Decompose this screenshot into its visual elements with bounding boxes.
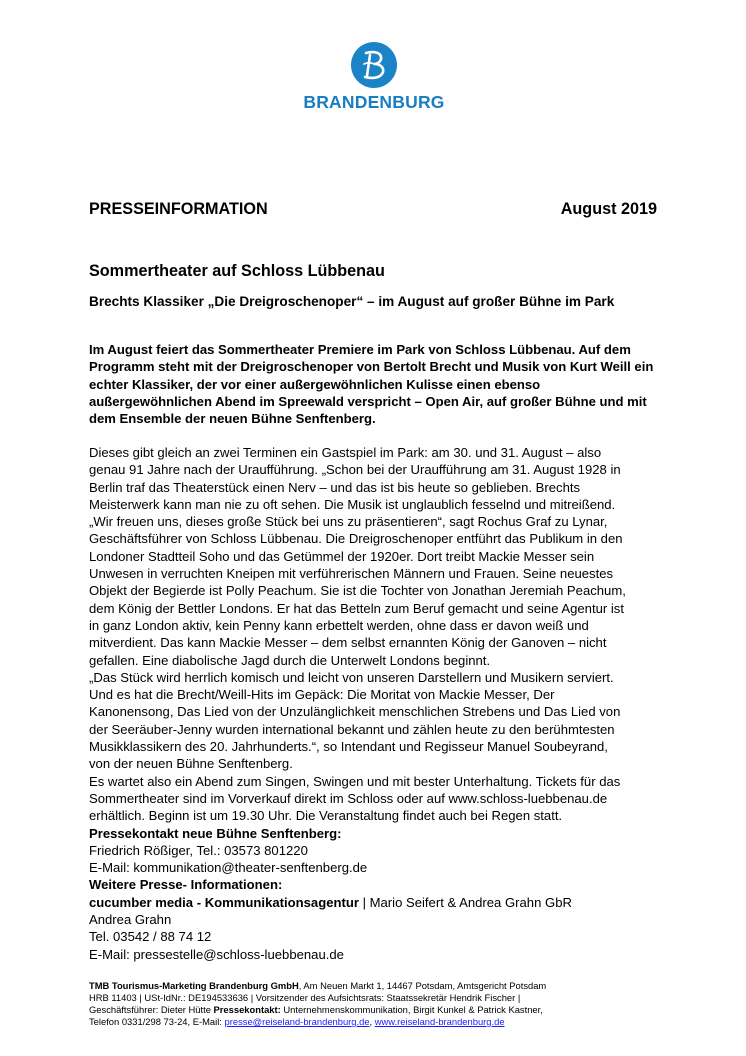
body-line: mitverdient. Das kann Mackie Messer – dem selbst ernannten König der Ganoven – nicht: [89, 635, 607, 651]
body-line: Meisterwerk kann man nie zu oft sehen. Die Musik ist unglaublich fesselnd und mitreißend.: [89, 496, 616, 512]
press-date: August 2019: [560, 200, 657, 218]
page-title: Sommertheater auf Schloss Lübbenau: [89, 262, 385, 280]
contact-heading-text: Pressekontakt neue Bühne Senftenberg:: [89, 825, 342, 841]
agency-line: [89, 894, 669, 911]
body-line: Kanonensong, Das Lied von der Unzulänglichkeit menschlichen Strebens und Das Lied von: [89, 704, 621, 720]
footer-email-link[interactable]: presse@reiseland-brandenburg.de: [224, 1016, 370, 1027]
footer: [89, 980, 679, 1028]
press-info-label: PRESSEINFORMATION: [89, 200, 268, 218]
body-line: Berlin traf das Theaterstück einen Nerv – und das ist bis heute so geblieben. Brechts: [89, 479, 581, 495]
footer-company: TMB Tourismus-Marketing Brandenburg GmbH: [89, 980, 299, 991]
logo-wordmark: BRANDENBURG: [303, 92, 445, 112]
lead-line: mit dem Ensemble der neuen Bühne Senftenberg.: [89, 393, 647, 427]
lead-line: Weill ein echter Klassiker, der vor einer außergewöhnlichen Kulisse einen ebenso: [89, 359, 654, 392]
lead-line: Im August feiert das Sommertheater Premiere im Park von Schloss Lübbenau. Auf: [89, 342, 601, 357]
footer-phone: Telefon 0331/298 73-24, E-Mail:: [89, 1016, 225, 1027]
body-line: dem König der Bettler Londons. Er hat das Betteln zum Beruf gemacht und seine Agentur ist: [89, 600, 624, 616]
body-line: Geschäftsführer von Schloss Lübbenau. Die Dreigroschenoper entführt das Publikum in den: [89, 531, 623, 547]
contact-email: E-Mail: pressestelle@schloss-luebbenau.de: [89, 946, 344, 962]
footer-line: [89, 980, 679, 992]
footer-press-contacts: Unternehmenskommunikation, Birgit Kunkel & Patrick Kastner,: [280, 1004, 543, 1015]
body-line: in ganz London aktiv, kein Penny kann erbettelt werden, ohne dass er davon weiß und: [89, 617, 589, 633]
contact-heading-text: Weitere Presse- Informationen:: [89, 877, 283, 893]
contact-heading: [89, 825, 669, 842]
body-line: Sommertheater sind im Vorverkauf direkt im Schloss oder auf www.schloss-luebbenau.de: [89, 790, 608, 806]
footer-press-label: Pressekontakt:: [213, 1004, 281, 1015]
footer-separator: ,: [369, 1016, 375, 1027]
contact-heading: [89, 876, 669, 893]
body-line: Londoner Stadtteil Soho und das Getümmel der 1920er. Dort treibt Mackie Messer sein: [89, 548, 595, 564]
body-line: „Das Stück wird herrlich komisch und leicht von unseren Darstellern und Musikern serviert.: [89, 669, 614, 685]
lead-paragraph: [89, 341, 659, 427]
footer-line: HRB 11403 | USt-IdNr.: DE194533636 | Vorsitzender des Aufsichtsrats: Staatssekretär Hendrik Fischer |: [89, 992, 521, 1003]
contact-email: E-Mail: kommunikation@theater-senftenberg.de: [89, 860, 368, 876]
footer-address: , Am Neuen Markt 1, 14467 Potsdam, Amtsgericht Potsdam: [298, 980, 547, 991]
agency-details: | Mario Seifert & Andrea Grahn GbR: [358, 894, 572, 910]
body-line: genau 91 Jahre nach der Uraufführung. „Schon bei der Uraufführung am 31. August 1928 in: [89, 462, 621, 478]
body-line: von der neuen Bühne Senftenberg.: [89, 756, 293, 772]
body-line: gefallen. Eine diabolische Jagd durch die Unterwelt Londons beginnt.: [89, 652, 491, 668]
body-text: [89, 444, 669, 963]
contact-name: Andrea Grahn: [89, 912, 172, 928]
brandenburg-logo: [292, 42, 456, 113]
body-line: Dieses gibt gleich an zwei Terminen ein Gastspiel im Park: am 30. und 31. August – also: [89, 445, 602, 460]
contact-phone: Tel. 03542 / 88 74 12: [89, 929, 212, 945]
agency-name: cucumber media - Kommunikationsagentur: [89, 894, 359, 910]
page-subtitle: Brechts Klassiker „Die Dreigroschenoper“ – im August auf großer Bühne im Park: [89, 294, 615, 309]
footer-line: [89, 1016, 679, 1028]
body-line: der Seeräuber-Jenny wurden international bekannt und zählen heute zu den berühmtesten: [89, 721, 615, 737]
footer-ceo: Geschäftsführer: Dieter Hütte: [89, 1004, 214, 1015]
body-line: Und es hat die Brecht/Weill-Hits im Gepäck: Die Moritat von Mackie Messer, Der: [89, 687, 555, 703]
footer-website-link[interactable]: www.reiseland-brandenburg.de: [374, 1016, 505, 1027]
brandenburg-b-icon: [351, 42, 397, 88]
lead-line: außergewöhnlichen Abend im Spreewald verspricht – Open Air, auf großer Bühne und: [89, 393, 624, 409]
footer-line: [89, 1004, 679, 1016]
body-line: Es wartet also ein Abend zum Singen, Swingen und mit bester Unterhaltung. Tickets für das: [89, 773, 621, 789]
body-line: erhältlich. Beginn ist um 19.30 Uhr. Die Veranstaltung findet auch bei Regen statt.: [89, 808, 563, 824]
body-line: Musikklassikern des 20. Jahrhunderts.“, so Intendant und Regisseur Manuel Soubeyrand,: [89, 739, 608, 755]
body-line: Objekt der Begierde ist Polly Peachum. Sie ist die Tochter von Jonathan Jeremiah Peachum,: [89, 583, 626, 599]
body-line: Unwesen in verruchten Kneipen mit verführerischen Männern und Frauen. Seine neuestes: [89, 566, 614, 582]
lead-line: dem Programm steht mit der Dreigroschenoper von Bertolt Brecht und Musik von Kurt: [89, 342, 631, 375]
contact-name: Friedrich Rößiger, Tel.: 03573 801220: [89, 842, 308, 858]
body-line: „Wir freuen uns, dieses große Stück bei uns zu präsentieren“, sagt Rochus Graf zu Lynar,: [89, 514, 608, 530]
